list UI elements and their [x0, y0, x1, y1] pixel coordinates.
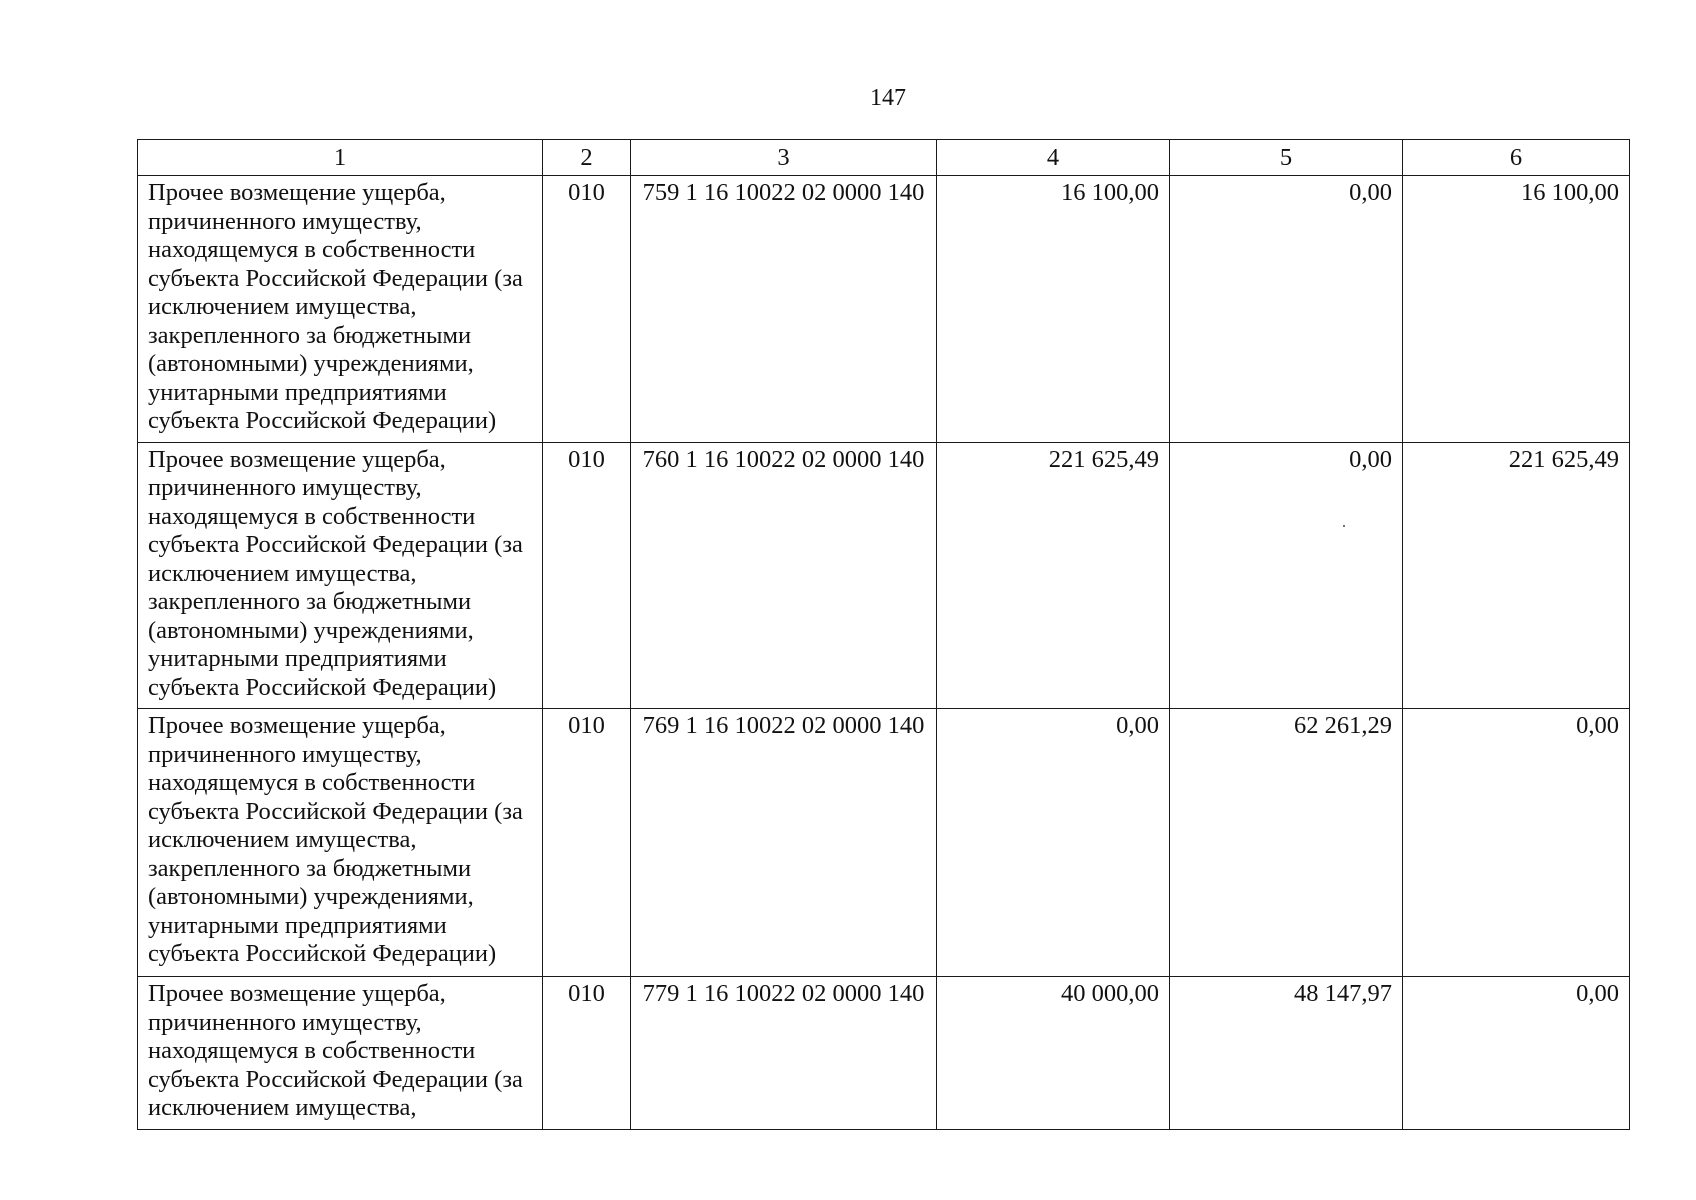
- row-line-code: 010: [543, 176, 631, 443]
- row-value-col5: 0,00: [1170, 442, 1403, 709]
- row-value-col4: 40 000,00: [937, 977, 1170, 1130]
- row-value-col4: 16 100,00: [937, 176, 1170, 443]
- table-row: [138, 709, 1630, 977]
- row-income-code: 760 1 16 10022 02 0000 140: [631, 442, 937, 709]
- row-line-code: 010: [543, 442, 631, 709]
- column-header-2: 2: [543, 140, 631, 176]
- row-description: Прочее возмещение ущерба, причиненного имуществу, находящемуся в собственности субъекта Российской Федерации (за исключением имущества, закрепленного за бюджетными (автономными) учреждениями, унитарными предприятиями субъекта Российской Федерации): [138, 442, 543, 709]
- budget-table: [137, 139, 1630, 1130]
- table-row: [138, 176, 1630, 443]
- row-description: Прочее возмещение ущерба, причиненного имуществу, находящемуся в собственности субъекта Российской Федерации (за исключением имущества,: [138, 977, 543, 1130]
- row-income-code: 759 1 16 10022 02 0000 140: [631, 176, 937, 443]
- row-value-col4: 0,00: [937, 709, 1170, 977]
- row-description: Прочее возмещение ущерба, причиненного имуществу, находящемуся в собственности субъекта Российской Федерации (за исключением имущества, закрепленного за бюджетными (автономными) учреждениями, унитарными предприятиями субъекта Российской Федерации): [138, 176, 543, 443]
- table-row: [138, 977, 1630, 1130]
- scan-speck: [1343, 525, 1345, 527]
- row-description: Прочее возмещение ущерба, причиненного имуществу, находящемуся в собственности субъекта Российской Федерации (за исключением имущества, закрепленного за бюджетными (автономными) учреждениями, унитарными предприятиями субъекта Российской Федерации): [138, 709, 543, 977]
- row-value-col6: 0,00: [1403, 709, 1630, 977]
- table-header-row: [138, 140, 1630, 176]
- row-income-code: 779 1 16 10022 02 0000 140: [631, 977, 937, 1130]
- row-value-col5: 62 261,29: [1170, 709, 1403, 977]
- column-header-3: 3: [631, 140, 937, 176]
- row-value-col5: 48 147,97: [1170, 977, 1403, 1130]
- row-value-col6: 16 100,00: [1403, 176, 1630, 443]
- column-header-1: 1: [138, 140, 543, 176]
- column-header-4: 4: [937, 140, 1170, 176]
- row-line-code: 010: [543, 709, 631, 977]
- row-value-col5: 0,00: [1170, 176, 1403, 443]
- table-row: [138, 442, 1630, 709]
- row-value-col6: 221 625,49: [1403, 442, 1630, 709]
- row-value-col4: 221 625,49: [937, 442, 1170, 709]
- row-value-col6: 0,00: [1403, 977, 1630, 1130]
- row-income-code: 769 1 16 10022 02 0000 140: [631, 709, 937, 977]
- column-header-5: 5: [1170, 140, 1403, 176]
- page-number: 147: [870, 85, 906, 111]
- row-line-code: 010: [543, 977, 631, 1130]
- column-header-6: 6: [1403, 140, 1630, 176]
